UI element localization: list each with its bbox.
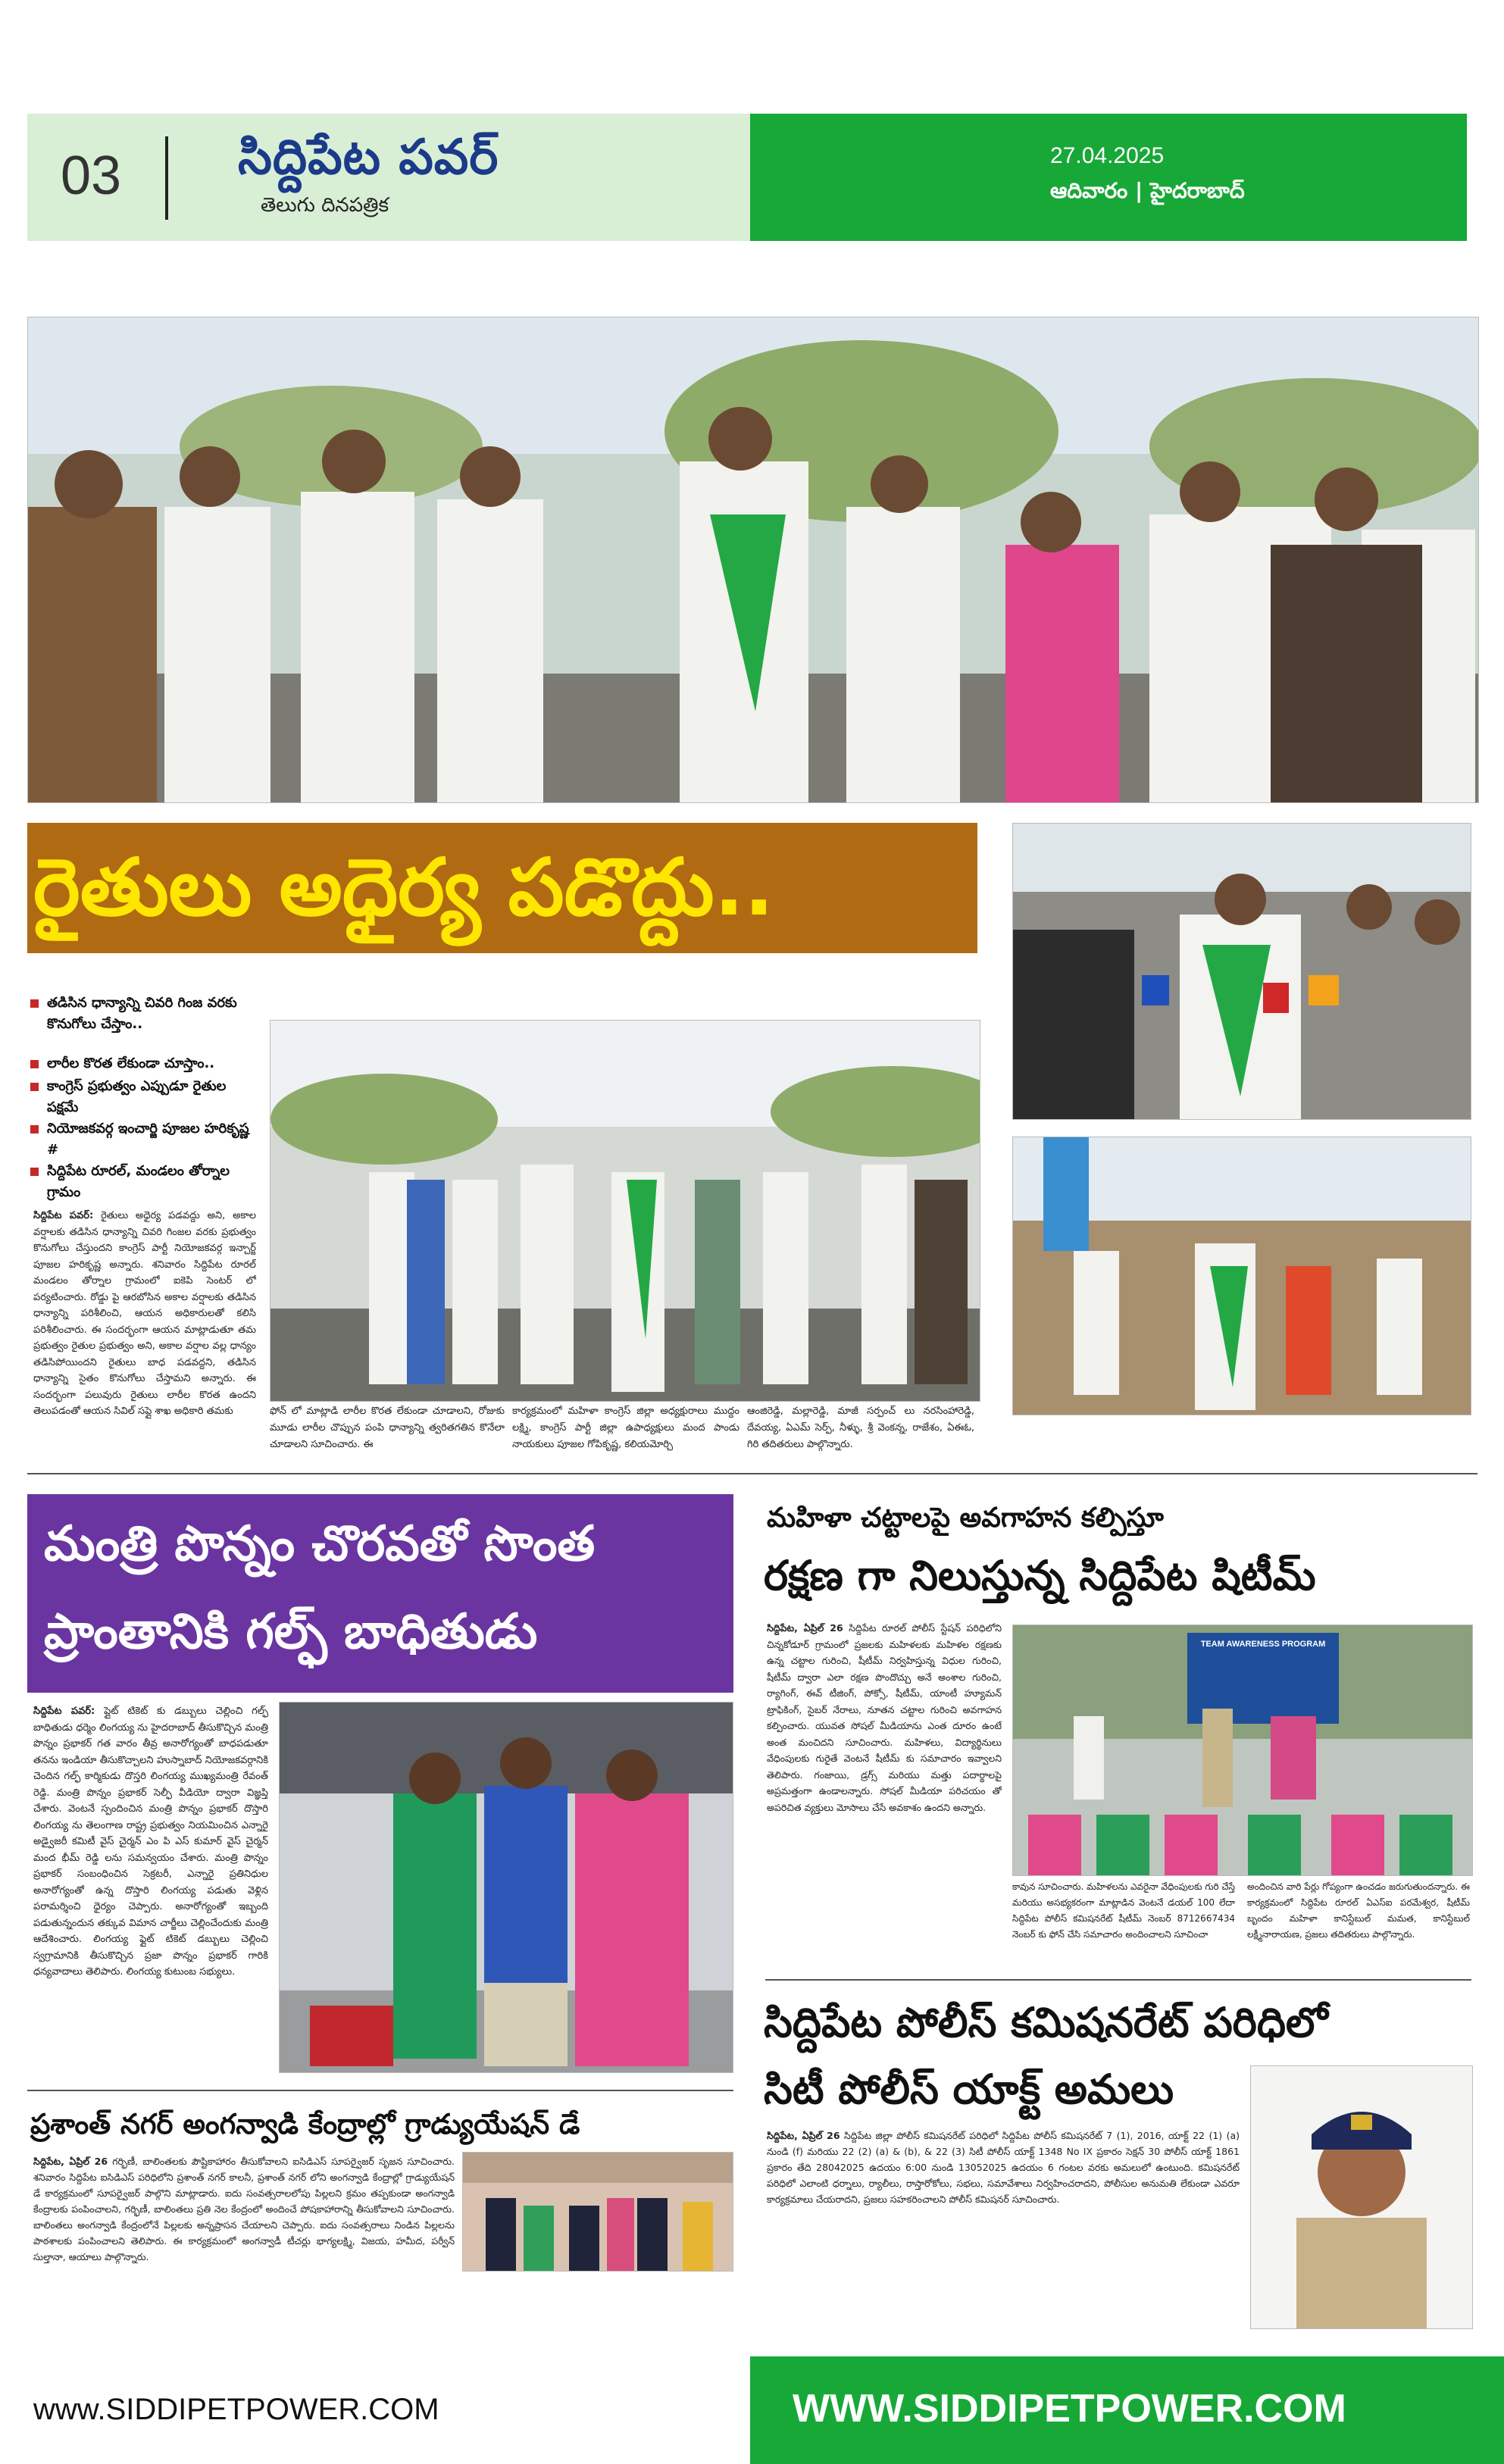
page-number: 03 [61, 145, 122, 206]
farmers-meeting-photo [27, 317, 1479, 803]
story1-body-text: రైతులు అధైర్య పడవద్దు అని, అకాల వర్షాలకు తడిసిన ధాన్యాన్ని చివరి గింజల వరకు ప్రభుత్వం కొనుగోలు చేస్తుందని కాంగ్రెస్ పార్టీ నియోజకవర్గ ఇన్చార్జ్ పూజల హరికృష్ణ అన్నారు. శనివారం సిద్దిపేట రూరల్ మండలం తోర్నాల గ్రామంలో ఐకెపి సెంటర్ లో పర్యటించారు. రోడ్డు పై ఆరబోసిన అకాల వర్షాలకు తడిసిన ధాన్యాన్ని పరిశీలించి, ఆయన అధికారులతో కలిసి పరిశీలించారు. ఈ సందర్భంగా ఆయన మాట్లాడుతూ తమ ప్రభుత్వం రైతుల ప్రభుత్వం అని, అకాల వర్షాల వల్ల ధాన్యం తడిసిపోయిందని రైతులు బాధ పడవద్దని, తడిసిన ధాన్యాన్ని సైతం కొనుగోలు చేస్తామని అన్నారు. ఈ సందర్భంగా పలువురు రైతులు లారీల కొరత ఉందని తెలుపడంతో ఆయన సివిల్ సప్లై శాఖ అధికారి తమకు [33, 1210, 256, 1417]
story1-caption-2: కార్యక్రమంలో మహిళా కాంగ్రెస్ జిల్లా అధ్యక్షురాలు ముద్దం లక్ష్మి, కాంగ్రెస్ పార్టీ జిల్లా ఉపాధ్యక్షులు మంద పాండు నాయకులు పూజల గోపికృష్ణ, కలియమోర్చి [512, 1406, 739, 1450]
gulf-returnee-photo [279, 1702, 733, 2073]
grain-center-photo [270, 1020, 980, 1402]
masthead-divider [165, 136, 168, 220]
story2-body-text: ప్లైట్ టికెట్ కు డబ్బులు చెల్లించి గల్ఫ్ బాధితుడు ధర్మెం లింగయ్య ను హైదరాబాద్ తీసుకొచ్చిన మంత్రి పొన్నం ప్రభాకర్ గత వారం తీవ్ర అనారోగ్యంతో బాధపడుతూ తనను ఇండియా తీసుకొచ్చాలని హుస్నాబాద్ నియోజకవర్గానికి చెందిన గల్ఫ్ కార్మికుడు దొస్తరి లింగయ్య ముఖ్యమంత్రి రేవంత్ రెడ్డి. మంత్రి పొన్నం ప్రభాకర్ సెల్ఫీ వీడియో ద్వారా విజ్ఞప్తి చేశారు. వెంటనే స్పందించిన మంత్రి పొన్నం ప్రభాకర్ దొస్తారి లింగయ్య ను తెలంగాణ రాష్ట్ర ప్రభుత్వం నియమించిన ఎన్నారై అడ్వైజరీ కమిటీ వైస్ చైర్మన్ ఎం పి ఎస్ కుమార్ వైస్ చైర్మన్ మంద భీమ్ రెడ్డి లను సమన్వయం చేశారు. మంత్రి పొన్నం ప్రభాకర్ సంబంధించిన సెక్రటరీ, ఎన్నారై ప్రతినిధుల అనారోగ్యంతో ఉన్న దొస్తారి లింగయ్య పడుతు వెళ్లిన పరామర్శించి ధైర్యం చెప్పారు. అనారోగ్యంతో ఇబ్బంది పడుతున్నందున తక్కువ విమాన చార్జీలు చెల్లించేందుకు మంత్రి ఆదేశించారు. లింగయ్య ఫ్లైట్ టికెట్ డబ్బులు చెల్లించి స్వగ్రామానికి తీసుకొచ్చిన ప్రజా పొన్నం ప్రభాకర్ గారికి ధన్యవాదాలు తెలిపారు. లింగయ్య కుటుంబ సభ్యులు. [33, 1706, 268, 1978]
story3-dateline: సిద్దిపేట, ఏప్రిల్ 26 [767, 1622, 843, 1634]
section-divider [765, 1979, 1471, 1981]
story5-headline-line2: సిటీ పోలీస్ యాక్ట్ అమలు [764, 2065, 1174, 2113]
story3-body-text: సిద్దిపేట రూరల్ పోలీస్ స్టేషన్ పరిధిలోని చిన్నకోడూర్ గ్రామంలో ప్రజలకు మహిళలకు మహిళల రక్షణకు ఉన్న చట్టాల గురించి, షీటీమ్ నిర్వహిస్తున్న విధుల గురించి, షీటీమ్ ద్వారా ఎలా రక్షణ పొందొచ్చు అనే అంశాల గురించి, ర్యాగింగ్, ఈవ్ టీజింగ్, పోక్సో, షీటీమ్, యాంటీ హ్యూమన్ ట్రాఫికింగ్, సైబర్ నేరాలు, నూతన చట్టాల గురించి అవగాహన కల్పించారు. యువత సోషల్ మీడియాను ఎంత దూరం ఉంటే అంత మంచిదని సూచించారు. మహిళలు, విద్యార్థినులు వేధింపులకు గురైతే వెంటనే షీటీమ్ కు సమాచారం ఇవ్వాలని తెలిపారు. గంజాయి, డ్రగ్స్ మరియు మత్తు పదార్థాలపై అప్రమత్తంగా ఉండాలన్నారు. సోషల్ మీడియా పరిచయం తో అపరిచిత వ్యక్తులు మోసాలు చేసే అవకాశం ఉందని అన్నారు. [767, 1622, 1002, 1813]
masthead [27, 114, 750, 241]
bullet-item: కాంగ్రెస్ ప్రభుత్వం ఎప్పుడూ రైతుల పక్షమే [47, 1076, 252, 1118]
story1-headline: రైతులు అధైర్య పడొద్దు.. [33, 841, 774, 933]
story2-headline-line1: మంత్రి పొన్నం చొరవతో సొంత [44, 1516, 596, 1572]
story3-headline: రక్షణ గా నిలుస్తున్న సిద్దిపేట షిటీమ్ [764, 1552, 1316, 1599]
story3-caption-1: కావున సూచించారు. మహిళలను ఎవరైనా వేధింపులకు గురి చేస్తే మరియు అసభ్యకరంగా మాట్లాడిన వెంటనే డయల్ 100 లేదా సిద్దిపేట పోలీస్ కమిషనరేట్ షీటీమ్ నెంబర్ 8712667434 నెంబర్ కు ఫోన్ చేసి సమాచారం అందించాలని సూచించా [1012, 1881, 1235, 1940]
masthead-date: 27.04.2025 [1050, 143, 1165, 168]
story4-body-text: గర్భిణీ, బాలింతలకు పౌష్టికాహారం తీసుకోవాలని ఐసిడిఎస్ సూపర్వైజర్ సృజన సూచించారు. శనివారం సిద్దిపేట ఐసిడిఎస్ పరిధిలోని ప్రశాంత్ నగర్ కాలనీ, ప్రశాంత్ నగర్ లోని అంగన్వాడి కేంద్రాల్లో గ్రాడ్యుయేషన్ డే కార్యక్రమంలో సూపర్వైజర్ పాల్గొని మాట్లాడారు. ఐదు సంవత్సరాలలోపు పిల్లలని క్రమం తప్పకుండా అంగన్వాడి కేంద్రాలకు పంపించాలని, గర్భిణీ, బాలింతలు ప్రతి నెల కేంద్రంలో అందించే పోషకాహారాన్ని తీసుకోవాలని సూచించారు. బాలింతలు అంగన్వాడి కేంద్రంలోనే పిల్లలకు అన్నప్రాసన చేయాలని చెప్పారు. ఐదు సంవత్సరాలు నిండిన పిల్లలను పాఠశాలకు పంపించాలని తెలిపారు. ఈ కార్యక్రమంలో అంగన్వాడీ టీచర్లు భాగ్యలక్ష్మి, విజయ, హమీద, పర్వీన్ సుల్తానా, ఆయాలు పాల్గొన్నారు. [33, 2156, 455, 2262]
story5-body-text: సిద్దిపేట జిల్లా పోలీస్ కమిషనరేట్ పరిధిలో సిద్దిపేట పోలీస్ కమిషనరేట్ 7 (1), 2016, యాక్ట్ 22 (1) (a) నుండి (f) మరియు 22 (2) (a) & (b), & 22 (3) సిటీ పోలీస్ యాక్ట్ 1348 No IX ప్రకారం సెక్షన్ 30 పోలీస్ యాక్ట్ 1861 ప్రకారం తేది 28042025 ఉదయం 6:00 నుండి 13052025 ఉదయం 6 గంటల వరకు అమలులో ఉంటుంది. కమిషనరేట్ పరిధిలో ఎలాంటి ధర్నాలు, ర్యాలీలు, రాస్తారోకోలు, సభలు, సమావేశాలు నిర్వహించరాదని, పోలీసుల అనుమతి లేకుండా ఎవరూ కార్యక్రమాలు చేయరాదని, ప్రజలు సహకరించాలని పోలీస్ కమిషనర్ సూచించారు. [767, 2130, 1240, 2205]
footer [0, 2356, 1504, 2464]
section-divider [27, 2090, 733, 2091]
story1-caption-3: ఆంజిరెడ్డి, మల్లారెడ్డి, మాజీ సర్పంచ్ లు నరసింహారెడ్డి, దేవయ్య, ఏఎమ్ సెర్ప్, నీళ్ళు, శ్రీ వెంకన్న, రాజేశం, ఏఈఓ, గిరి తదితరులు పాల్గొన్నారు. [747, 1406, 974, 1450]
story2-headline-box [27, 1494, 733, 1693]
masthead-title: సిద్దిపేట పవర్ [238, 130, 499, 186]
section-divider [27, 1473, 1477, 1474]
masthead-right-band [750, 114, 1467, 241]
story5-dateline: సిద్దిపేట, ఏప్రిల్ 26 [767, 2130, 840, 2141]
story4-headline: ప్రశాంత్ నగర్ అంగన్వాడి కేంద్రాల్లో గ్రాడ్యుయేషన్ డే [30, 2108, 580, 2140]
story2-body [33, 1703, 268, 2082]
field-visit-photo [1012, 1137, 1471, 1415]
bullet-item: సిద్దిపేట రూరల్, మండలం తోర్నాల గ్రామం [47, 1161, 252, 1203]
story1-body [33, 1208, 256, 1450]
story1-dateline: సిద్దిపేట పవర్: [33, 1210, 94, 1221]
bullet-item: నియోజకవర్గ ఇంచార్జి పూజల హరికృష్ణ # [47, 1118, 252, 1161]
story2-headline-line2: ప్రాంతానికి గల్ఫ్ బాధితుడు [44, 1604, 538, 1660]
story5-headline-line1: సిద్దిపేట పోలీస్ కమిషనరేట్ పరిధిలో [764, 1999, 1328, 2047]
awareness-banner-text: TEAM AWARENESS PROGRAM [1200, 1640, 1326, 1649]
story2-dateline: సిద్దిపేట పవర్: [33, 1706, 95, 1717]
awareness-program-photo [1012, 1624, 1473, 1876]
footer-left-url[interactable]: www.SIDDIPETPOWER.COM [33, 2393, 439, 2426]
masthead-day-city: ఆదివారం | హైదరాబాద్ [1050, 178, 1245, 203]
story5-body [767, 2128, 1240, 2317]
story1-headline-box [27, 823, 977, 953]
story3-kicker: మహిళా చట్టాలపై అవగాహన కల్పిస్తూ [767, 1502, 1164, 1534]
masthead-subtitle: తెలుగు దినపత్రిక [261, 194, 389, 217]
story4-body-top [33, 2153, 455, 2381]
story1-caption-1: ఫోన్ లో మాట్లాడి లారీల కొరత లేకుండా చూడాలని, రోజుకు మూడు లారీల చొప్పున పంపి ధాన్యాన్ని త్వరితగతిన కొనేలా చూడాలని సూచించారు. ఈ [270, 1406, 505, 1450]
footer-right-bar [750, 2356, 1504, 2464]
bullet-item: లారీల కొరత లేకుండా చూస్తాం.. [47, 1053, 252, 1074]
story3-caption-2: అందించిన వారి పేర్లు గోప్యంగా ఉంచడం జరుగుతుందన్నారు. ఈ కార్యక్రమంలో సిద్దిపేట రూరల్ ఏఎస్ఐ పరమేశ్వర, షీటీమ్ బృందం మహిళా కానిస్టేబుల్ మమత, కానిస్టేబుల్ లక్ష్మీనారాయణ, ప్రజలు తదితరులు పాల్గొన్నారు. [1247, 1881, 1470, 1940]
story3-body [767, 1620, 1002, 1984]
press-interview-photo [1012, 823, 1471, 1120]
bullet-item: తడిసిన ధాన్యాన్ని చివరి గింజ వరకు కొనుగోలు చేస్తాం.. [47, 993, 252, 1035]
footer-right-url[interactable]: WWW.SIDDIPETPOWER.COM [793, 2387, 1346, 2431]
story4-dateline: సిద్దిపేట, ఏప్రిల్ 26 [33, 2156, 108, 2167]
graduation-day-photo [462, 2152, 733, 2272]
police-commissioner-photo [1250, 2065, 1473, 2329]
